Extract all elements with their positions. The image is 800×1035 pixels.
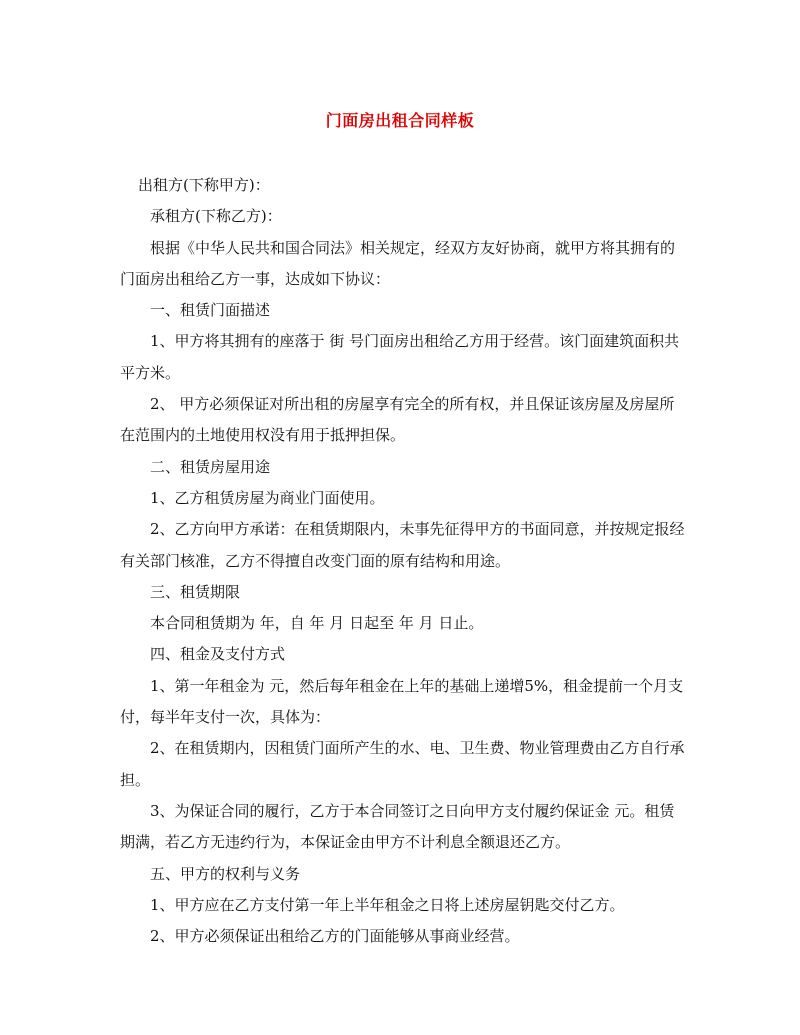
document-body [120, 170, 686, 952]
clause-4-3: 3、为保证合同的履行，乙方于本合同签订之日向甲方支付履约保证金 元。租赁期满，若乙方无违约行为，本保证金由甲方不计利息全额退还乙方。 [120, 801, 675, 852]
paragraph-preamble: 根据《中华人民共和国合同法》相关规定，经双方友好协商，就甲方将其拥有的门面房出租给乙方一事，达成如下协议： [120, 238, 676, 288]
clause-2-1: 1、乙方租赁房屋为商业门面使用。 [150, 488, 385, 507]
clause-1-1: 1、甲方将其拥有的座落于 街 号门面房出租给乙方用于经营。该门面建筑面积共 平方米。 [120, 332, 680, 382]
section-heading-3: 三、租赁期限 [150, 582, 241, 601]
paragraph-lessor: 出租方(下称甲方)： [138, 176, 270, 194]
clause-3-1: 本合同租赁期为 年，自 年 月 日起至 年 月 日止。 [150, 614, 484, 633]
section-heading-2: 二、租赁房屋用途 [150, 457, 271, 476]
section-heading-4: 四、租金及支付方式 [150, 645, 286, 664]
clause-1-2: 2、 甲方必须保证对所出租的房屋享有完全的所有权，并且保证该房屋及房屋所在范围内的土地使用权没有用于抵押担保。 [120, 395, 675, 445]
section-heading-1: 一、租赁门面描述 [150, 301, 271, 320]
clause-4-2: 2、在租赁期内，因租赁门面所产生的水、电、卫生费、物业管理费由乙方自行承担。 [120, 739, 685, 789]
paragraph-lessee: 承租方(下称乙方)： [150, 207, 282, 226]
clause-4-1: 1、第一年租金为 元，然后每年租金在上年的基础上递增5%，租金提前一个月支付，每半年支付一次，具体为： [120, 676, 684, 727]
clause-5-1: 1、甲方应在乙方支付第一年上半年租金之日将上述房屋钥匙交付乙方。 [150, 895, 625, 914]
clause-2-2: 2、乙方向甲方承诺：在租赁期限内，未事先征得甲方的书面同意，并按规定报经有关部门核准，乙方不得擅自改变门面的原有结构和用途。 [120, 520, 685, 570]
document-title: 门面房出租合同样板 [325, 111, 475, 130]
clause-5-2: 2、甲方必须保证出租给乙方的门面能够从事商业经营。 [150, 927, 520, 946]
section-heading-5: 五、甲方的权利与义务 [150, 864, 301, 883]
